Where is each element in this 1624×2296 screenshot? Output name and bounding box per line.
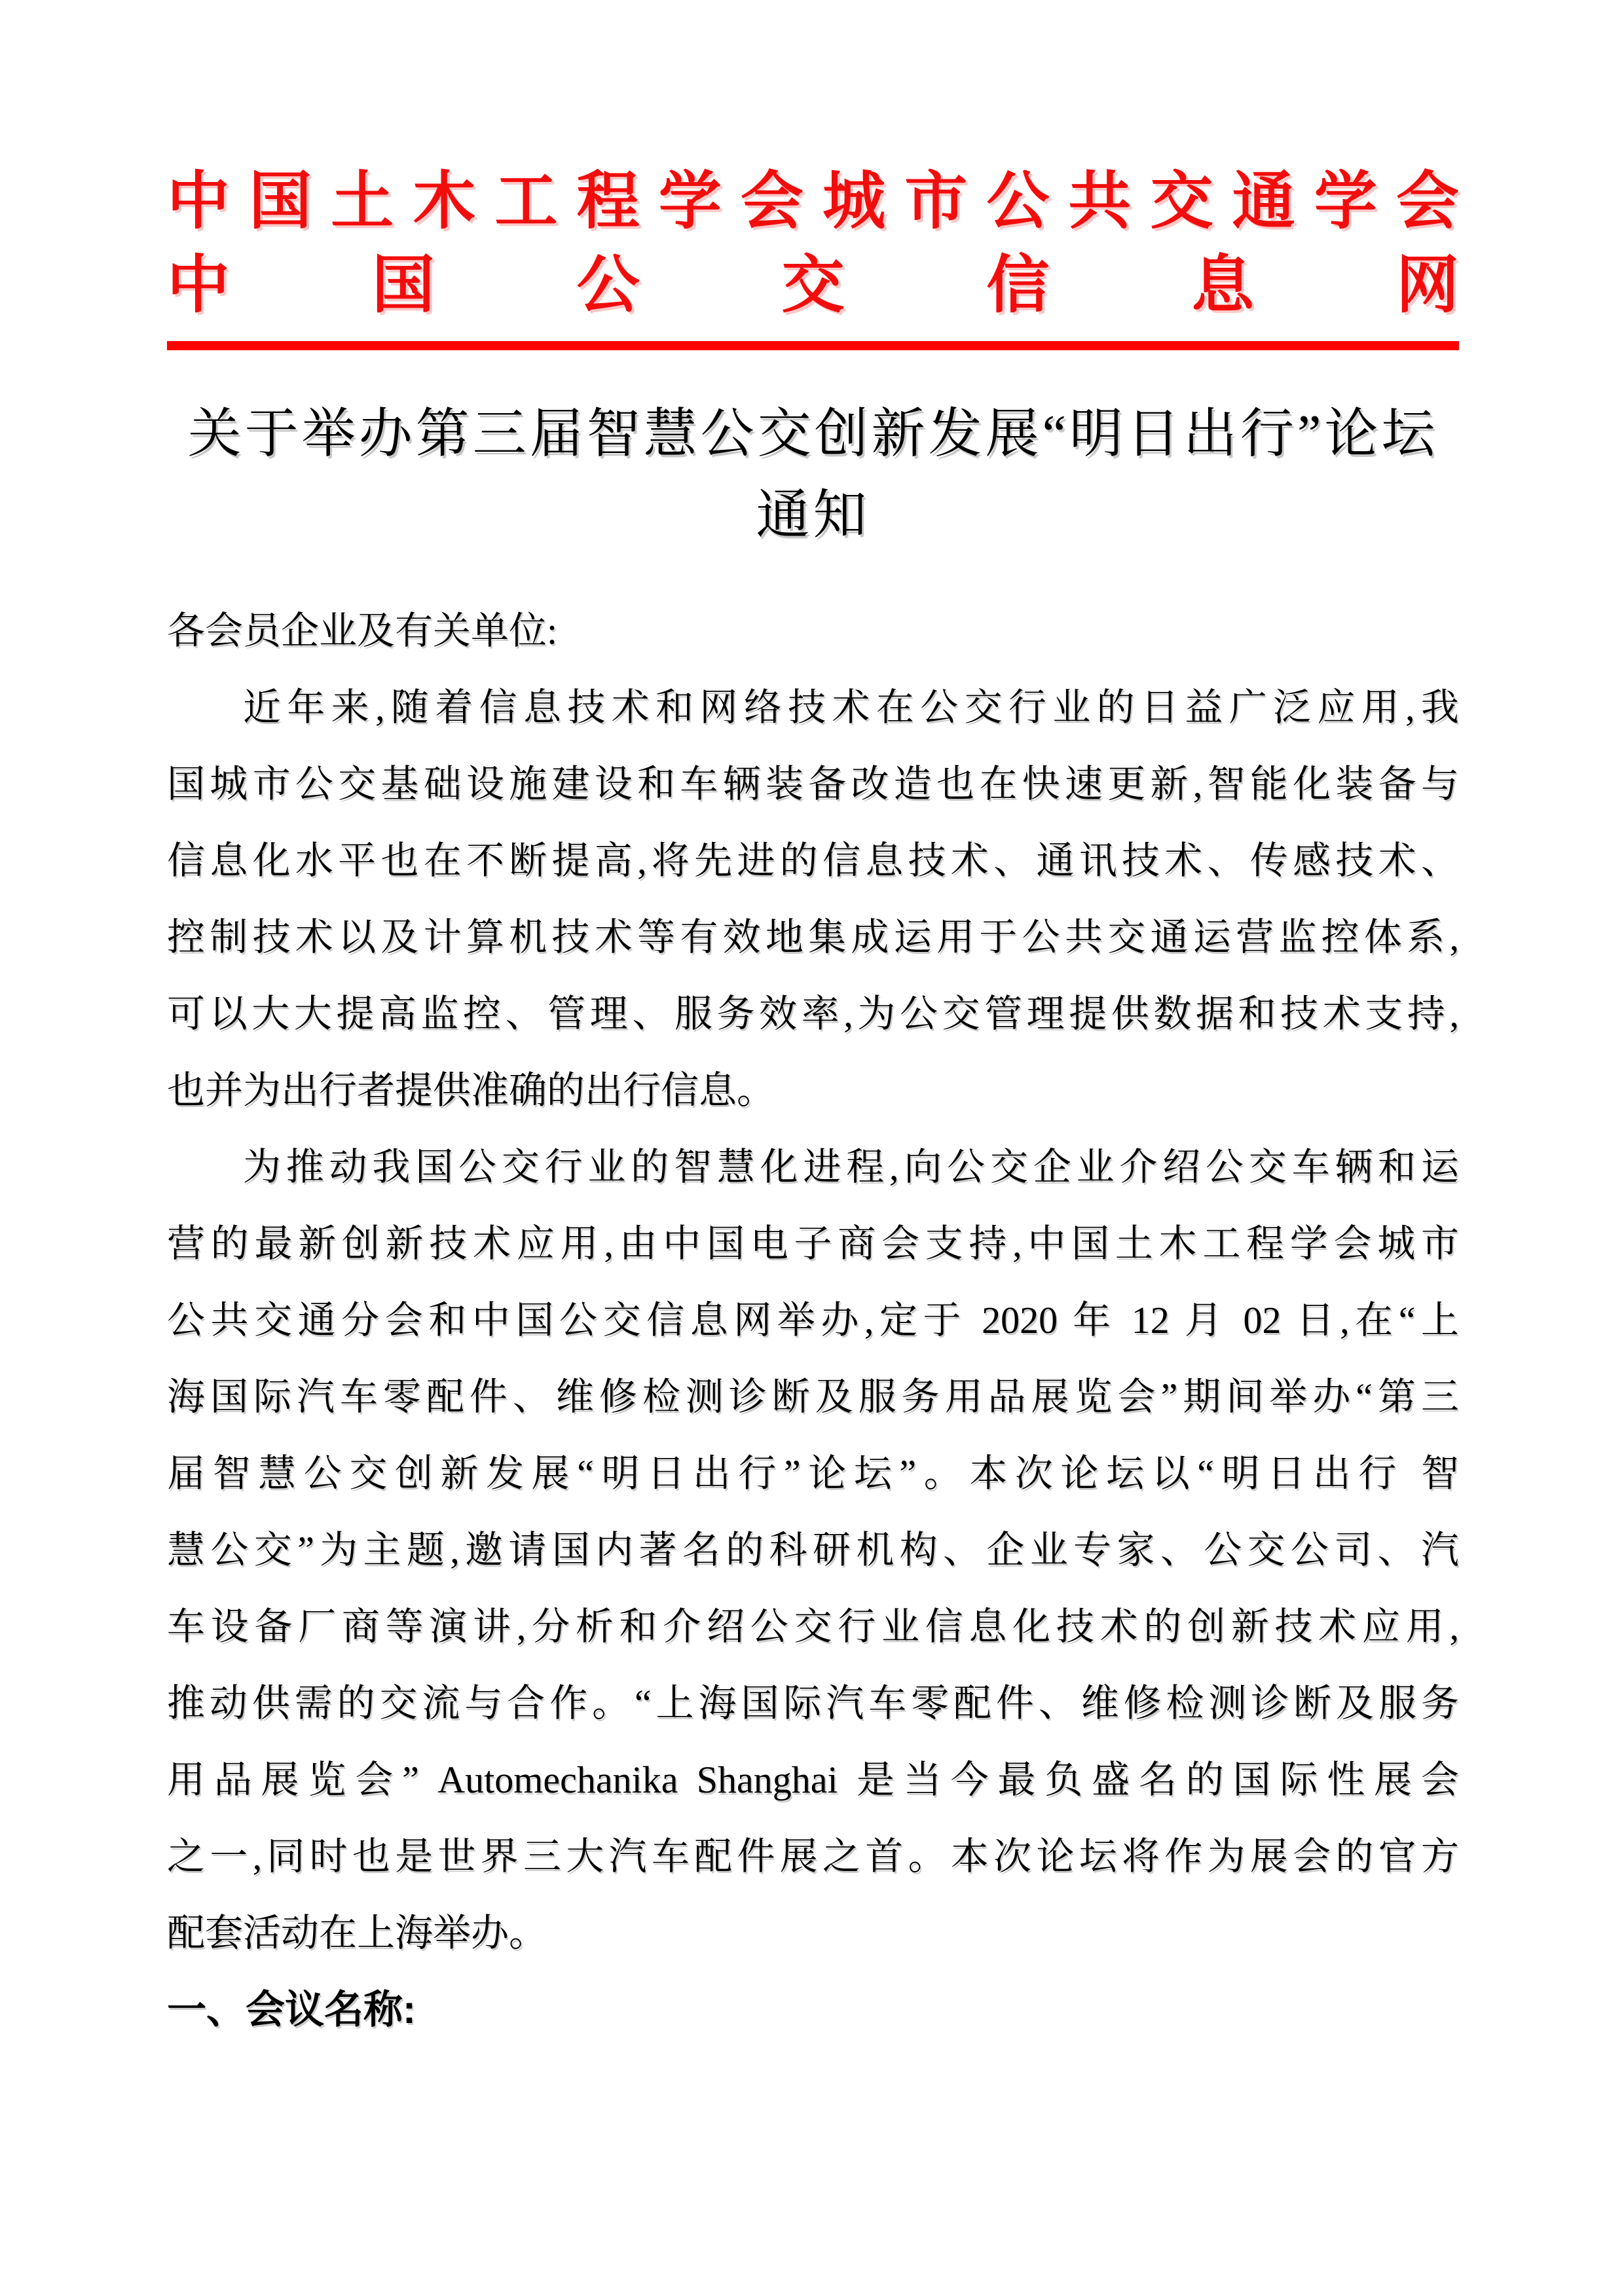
document-title-line-2: 通知 [756, 485, 870, 545]
letterhead-line-2: 中国公交信息网 [167, 250, 1459, 320]
body-line: 用品展览会” Automechanika Shanghai 是当今最负盛名的国际性展会 [167, 1758, 1459, 1801]
body-line: 控制技术以及计算机技术等有效地集成运用于公共交通运营监控体系, [167, 916, 1459, 958]
body-line: 可以大大提高监控、管理、服务效率,为公交管理提供数据和技术支持, [167, 993, 1459, 1035]
body-line: 海国际汽车零配件、维修检测诊断及服务用品展览会”期间举办“第三 [167, 1376, 1459, 1418]
body-line: 推动供需的交流与合作。“上海国际汽车零配件、维修检测诊断及服务 [167, 1682, 1459, 1724]
letterhead [167, 160, 1459, 327]
body-paragraph-1 [167, 669, 1459, 1129]
body-line: 车设备厂商等演讲,分析和介绍公交行业信息化技术的创新技术应用, [167, 1605, 1459, 1648]
letterhead-line-1: 中国土木工程学会城市公共交通学会 [167, 166, 1459, 236]
body-line: 之一,同时也是世界三大汽车配件展之首。本次论坛将作为展会的官方 [167, 1835, 1459, 1878]
body-line: 配套活动在上海举办。 [167, 1912, 547, 1954]
body-line: 慧公交”为主题,邀请国内著名的科研机构、企业专家、公交公司、汽 [167, 1529, 1459, 1571]
body-line: 也并为出行者提供准确的出行信息。 [167, 1069, 775, 1112]
body-line: 信息化水平也在不断提高,将先进的信息技术、通讯技术、传感技术、 [167, 839, 1459, 882]
body-line: 公共交通分会和中国公交信息网举办,定于 2020 年 12 月 02 日,在“上 [167, 1299, 1459, 1341]
body-paragraph-2 [167, 1129, 1459, 1971]
document-body [167, 592, 1459, 2049]
body-line: 近年来,随着信息技术和网络技术在公交行业的日益广泛应用,我 [243, 686, 1459, 729]
body-line: 营的最新创新技术应用,由中国电子商会支持,中国土木工程学会城市 [167, 1222, 1459, 1265]
document-title [167, 393, 1459, 556]
body-line: 国城市公交基础设施建设和车辆装备改造也在快速更新,智能化装备与 [167, 763, 1459, 805]
red-divider [167, 341, 1459, 350]
document-title-line-1: 关于举办第三届智慧公交创新发展“明日出行”论坛 [187, 404, 1439, 464]
section-heading: 一、会议名称: [167, 1988, 416, 2032]
body-line: 届智慧公交创新发展“明日出行”论坛”。本次论坛以“明日出行 智 [167, 1452, 1459, 1495]
salutation: 各会员企业及有关单位: [167, 610, 558, 652]
body-line: 为推动我国公交行业的智慧化进程,向公交企业介绍公交车辆和运 [243, 1146, 1459, 1188]
